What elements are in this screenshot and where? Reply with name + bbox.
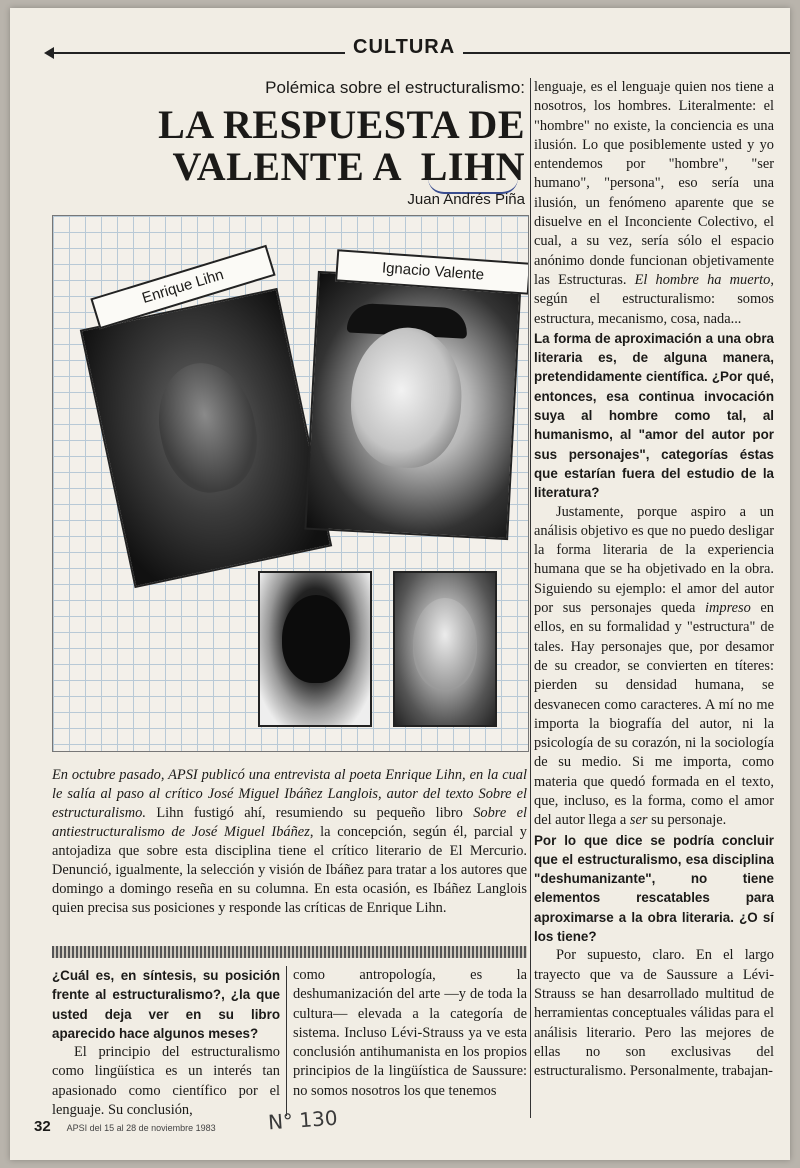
answer-1-end [534, 78, 774, 329]
intro-text-3: , la concepción, según él, parcial y antojadiza que sobre esta disciplina tiene el crítico literario de El Mercurio. Denunció, igualmente, la selección y visión de Ibáñez para tratar a los autores que domingo a domingo reseña en su columna. En esta ocasión, es Ibáñez Langlois quien precisa sus posiciones y responde las críticas de Enrique Lihn. [52, 824, 528, 916]
article-byline: Juan Andrés Piña [407, 191, 525, 208]
answer-2 [534, 503, 774, 831]
page-number: 32 [34, 1118, 51, 1135]
photo-negative-1 [258, 571, 372, 727]
page-footer [34, 1118, 216, 1135]
question-2: La forma de aproximación a una obra literaria es, de alguna manera, pretendidamente científica. ¿Por qué, entonces, esa continua invocación suya al hombre como tal, al humanismo, al "amor del autor por sus personajes", categorías éstas que estarían fuera del estudio de la literatura? [534, 330, 774, 501]
answer-2-text-2: en ellos, en su formalidad y "estructura" de tales. Hay personajes que, por desamor de su creador, se convierten en títeres: pierden su densidad humana, se desvanecen como caracteres. A mí no me importa la biografía del autor, ni la psicología de su corazón, ni la sociología de su medio. Si me importa, como materia que quedó formada en el texto, que, incluso, es la forma, como el amor del autor llega a [534, 600, 774, 829]
section-tag: CULTURA [345, 36, 463, 59]
answer-1-start: El principio del estructuralismo como lingüística es un interés tan apasionado como científico por el lenguaje. Su conclusión, [52, 1044, 280, 1119]
portrait-face [147, 354, 267, 501]
headline-line-1: LA RESPUESTA DE [158, 102, 525, 147]
answer-2-text-3: su personaje. [647, 812, 727, 829]
headline-line-2: VALENTE A LIHN [172, 144, 525, 189]
column-right [534, 78, 774, 1081]
column-middle [293, 966, 527, 1101]
answer-1-end-text-2: , según el estructuralismo: somos estructura, mecanismo, cosa, nada... [534, 271, 774, 327]
answer-2-italic-2: ser [629, 812, 648, 829]
photo-collage [52, 215, 529, 752]
column-rule [286, 966, 287, 1116]
intro-text-2: Lihn fustigó ahí, resumiendo su pequeño libro [145, 805, 474, 821]
answer-1-continued: como antropología, es la deshumanización del arte —y de toda la cultura— elevada a la categoría de sistema. Incluso Lévi-Strauss ya ve esta conclusión antihumanista en los propios principios de la lingüística de Saussure: no somos nosotros los que tenemos [293, 967, 527, 1099]
photo-ignacio-valente [304, 271, 521, 540]
column-left [52, 966, 280, 1120]
question-3: Por lo que dice se podría concluir que el estructuralismo, esa disciplina "deshumanizante", no tiene elementos rescatables para aproximarse a la obra literaria. ¿O sí los tiene? [534, 832, 774, 945]
question-1: ¿Cuál es, en síntesis, su posición frente al estructuralismo?, ¿la que usted deja ver en su libro aparecido hace algunos meses? [52, 968, 280, 1041]
answer-1-end-italic: El hombre ha muerto [634, 271, 771, 288]
answer-2-italic-1: impreso [704, 600, 751, 617]
photo-enrique-lihn [80, 288, 332, 588]
answer-1-end-text: lenguaje, es el lenguaje quien nos tiene a nosotros, los hombres. Literalmente: el "hombre" no existe, la conciencia es una ilusión. Lo que posiblemente usted y yo entendemos por "hombre", "ser humano", "persona", eso sería una ilusión, un fenómeno aparente que se disuelve en el Inconciente Colectivo, el cual, a su vez, sería sólo el espacio anónimo donde funcionan objetivamente las Estructuras. [534, 79, 774, 288]
issue-info: APSI del 15 al 28 de noviembre 1983 [66, 1123, 216, 1133]
intro-italic: En octubre pasado, APSI publicó una entrevista al poeta Enrique Lihn, en la cual le salía al paso al crítico José Miguel Ibáñez Langlois, autor del texto Sobre el estructuralismo. [52, 767, 527, 821]
answer-3: Por supuesto, claro. En el largo trayecto que va de Saussure a Lévi-Strauss se han desarrollado multitud de herramientas conceptuales válidas para el análisis literario. Pero las mejores de ellas no son exclusivas del estructuralismo. Personalmente, trabajan- [534, 947, 774, 1080]
column-rule [530, 78, 531, 1118]
article-kicker: Polémica sobre el estructuralismo: [265, 78, 525, 97]
answer-2-text: Justamente, porque aspiro a un análisis objetivo es que no puedo desligar la forma literaria de la experiencia humana que se ha objetivado en la obra. Siguiendo su ejemplo: el amor del autor por sus personajes queda [534, 503, 774, 617]
intro-book-title: Sobre el antiestructuralismo de José Miguel Ibáñez [52, 805, 527, 840]
label-ignacio-valente: Ignacio Valente [335, 249, 529, 294]
photo-negative-2 [393, 571, 497, 727]
article-headline [130, 104, 525, 188]
portrait-face [348, 325, 465, 471]
magazine-page [10, 8, 790, 1160]
handwritten-note: N° 130 [267, 1105, 339, 1135]
intro-paragraph [52, 766, 527, 918]
halftone-divider [52, 946, 527, 958]
label-enrique-lihn: Enrique Lihn [90, 245, 275, 329]
negative-face [282, 595, 350, 683]
negative-face [413, 598, 477, 690]
